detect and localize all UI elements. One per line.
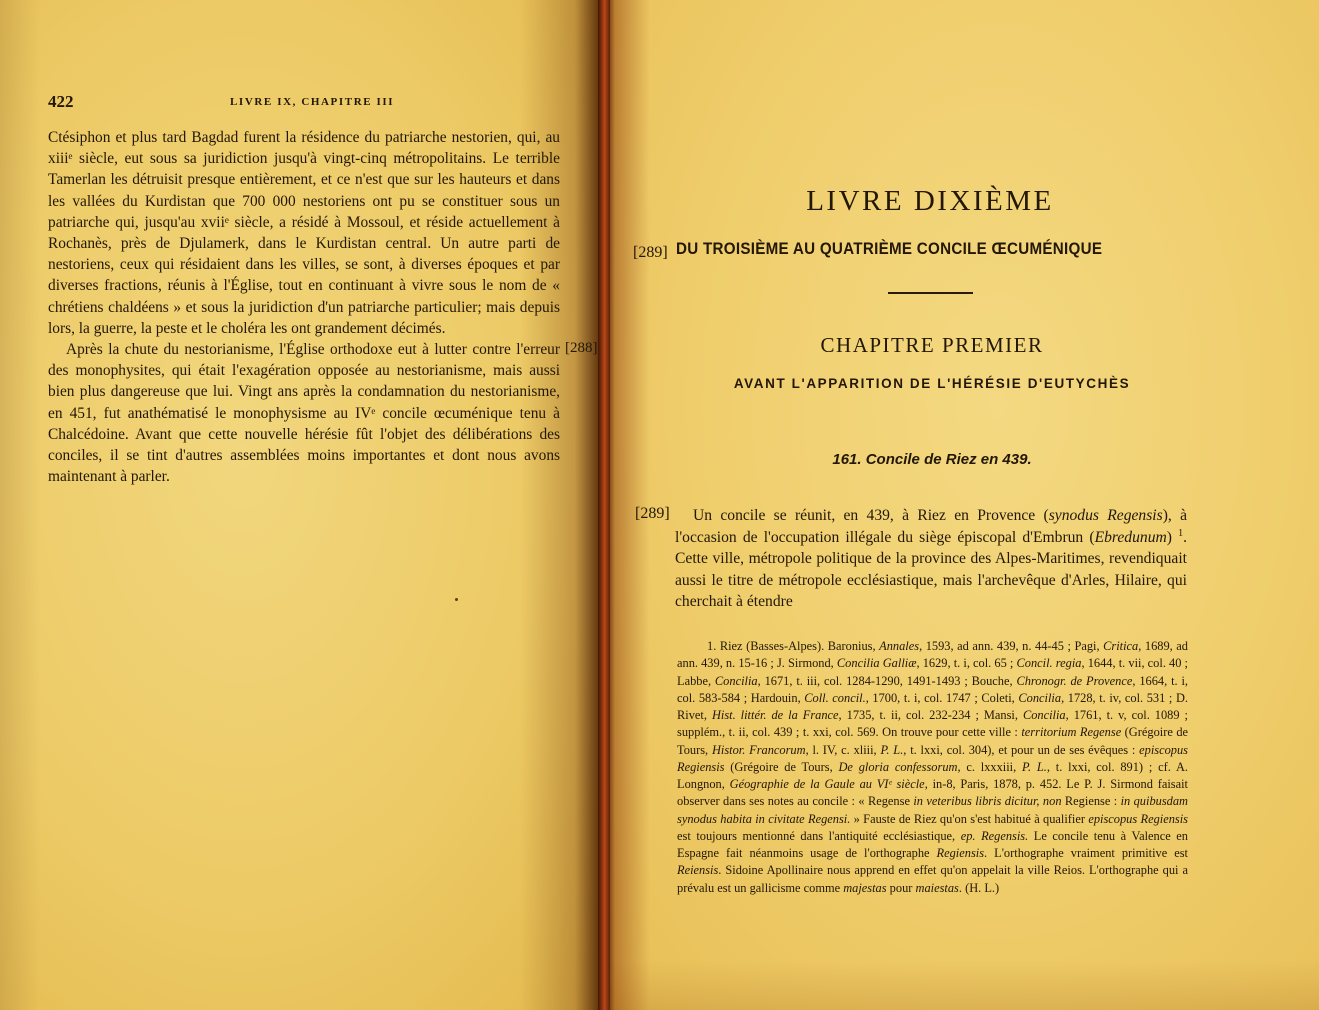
footnote-italic: De gloria confessorum — [838, 759, 958, 774]
footnote-italic: majestas — [843, 880, 887, 895]
footnote — [677, 638, 1188, 897]
footnote-italic: Coll. concil. — [804, 690, 866, 705]
footnote-italic: Concilia — [1022, 708, 1066, 722]
book-subtitle-row — [633, 240, 1223, 270]
footnote-italic: maiestas — [915, 880, 959, 895]
footnote-italic: Critica — [1103, 639, 1139, 653]
running-title: LIVRE IX, CHAPITRE III — [230, 96, 395, 108]
footnote-text: . Sidoine Apollinaire nous apprend en effet qu'on appelait la ville Reios. L'orthographe qui a prévalu est un gallicisme comme — [677, 863, 1188, 895]
chapter-title: CHAPITRE PREMIER — [820, 333, 1044, 357]
footnote-italic: episcopus Regiensis — [1088, 811, 1189, 826]
footnote-text: , 1735, t. ii, col. 232-234 ; Mansi, — [838, 708, 1023, 722]
footnote-text: pour — [886, 880, 916, 895]
footnote-italic: Concilia — [1018, 690, 1062, 705]
body-italic-term: synodus Regensis — [1048, 507, 1163, 524]
footnote-text: . L'orthographe vraiment primitive est — [984, 846, 1188, 860]
footnote-text: , 1664, t. i, col. 583-584 ; Hardouin, — [677, 673, 1189, 705]
body-italic-term: Ebredunum — [1094, 528, 1167, 546]
book-subtitle: DU TROISIÈME AU QUATRIÈME CONCILE ŒCUMÉNIQUE — [676, 240, 1103, 258]
footnote-text: » Fauste de Riez qu'on s'est habitué à qualifier — [850, 811, 1089, 826]
body-text-segment: Un concile se réunit, en 439, à Riez en Provence ( — [693, 507, 1049, 524]
footnote-marker: 1 — [1178, 527, 1184, 539]
footnote-text: Le concile tenu à Valence en Espagne fait néanmoins usage de l'orthographe — [677, 828, 1188, 860]
footnote-text: , in-8, Paris, 1878, p. 452. Le P. J. Sirmond faisait observer dans ses notes au concile : « Regense — [677, 777, 1188, 809]
footnote-text: , t. lxxi, col. 304), et pour un de ses évêques : — [903, 742, 1140, 757]
footnote-text: (Grégoire de Tours, — [677, 725, 1189, 757]
footnote-text: (Grégoire de Tours, — [724, 759, 839, 774]
footnote-italic: Regiensis — [936, 846, 985, 860]
footnote-italic: P. L. — [880, 742, 904, 757]
page-number: 422 — [48, 92, 74, 111]
footnote-italic: P. L. — [1022, 759, 1047, 774]
left-page — [0, 0, 605, 1010]
footnote-text: , 1728, t. iv, col. 531 ; D. Rivet, — [677, 690, 1188, 722]
section-heading: 161. Concile de Riez en 439. — [832, 451, 1032, 468]
footnote-italic: Géographie de la Gaule au VIᵉ siècle — [729, 777, 925, 791]
body-text-segment: ) — [1166, 528, 1179, 546]
margin-reference: [288] — [565, 340, 598, 356]
footnote-text: , c. lxxxiii, — [957, 759, 1023, 774]
right-page — [605, 0, 1319, 1010]
footnote-text: , 1761, t. v, col. 1089 ; supplém., t. ii, col. 439 ; t. xxi, col. 569. On trouve pour cette ville : — [677, 708, 1188, 740]
footnote-italic: Concil. regia — [1016, 656, 1082, 671]
footnote-text: , 1671, t. iii, col. 1284-1290, 1491-1493 ; Bouche, — [757, 673, 1017, 688]
body-text-segment: ), à l'occasion de l'occupation illégale du siège épiscopal d'Embrun ( — [675, 507, 1188, 546]
footnote-text: , 1689, ad ann. 439, n. 15-16 ; J. Sirmond, — [677, 639, 1189, 671]
title-rule — [888, 292, 973, 294]
footnote-text: , l. IV, c. xliii, — [805, 742, 881, 757]
body-margin-reference: [289] — [635, 505, 670, 522]
footnote-italic: Reiensis — [677, 863, 719, 878]
footnote-text: , 1644, t. vii, col. 40 ; Labbe, — [677, 656, 1189, 688]
footnote-text: , 1700, t. i, col. 1747 ; Coleti, — [865, 690, 1019, 705]
right-body-text — [675, 505, 1187, 613]
paper-speck — [455, 598, 458, 601]
chapter-subtitle: AVANT L'APPARITION DE L'HÉRÉSIE D'EUTYCHÈS — [733, 376, 1131, 391]
footnote-italic: Chronogr. de Provence — [1016, 673, 1133, 688]
body-text-segment: . Cette ville, métropole politique de la province des Alpes-Maritimes, revendiquait aussi le titre de métropole ecclésiastique, mais l'archevêque d'Arles, Hilaire, qui cherchait à étendre — [675, 528, 1188, 610]
book-title: LIVRE DIXIÈME — [806, 185, 1054, 217]
footnote-italic: ep. Regensis. — [960, 828, 1029, 843]
footnote-text: . (H. L.) — [958, 880, 1000, 895]
left-paragraph-2: Après la chute du nestorianisme, l'Église orthodoxe eut à lutter contre l'erreur des monophysites, qui était l'exagération opposée au nestorianisme, mais aussi bien plus dangereuse que lui. Vingt ans après la condamnation du nestorianisme, en 451, fut anathématisé le monophysisme au IVᵉ concile œcuménique tenu à Chalcédoine. Avant que cette nouvelle hérésie fût l'objet des délibérations des conciles, il se tint d'autres assemblées moins importantes et dont nous avons maintenant à parler. — [48, 341, 560, 486]
footnote-italic: Concilia — [714, 673, 758, 688]
footnote-italic: Hist. littér. de la France — [711, 708, 839, 722]
footnote-italic: territorium Regense — [1021, 725, 1122, 740]
footnote-italic: Annales — [879, 639, 920, 653]
left-paragraph-1: Ctésiphon et plus tard Bagdad furent la résidence du patriarche nestorien, qui, au xiiiᵉ siècle, eut sous sa juridiction jusqu'à vingt-cinq métropolitains. Le terrible Tamerlan les détruisit presque entièrement, et ce n'est que sur les hauteurs et dans les vallées du Kurdistan que 700 000 nestoriens ont pu se constituer sous un patriarche qui, jusqu'au xviiᵉ siècle, a résidé à Mossoul, et réside actuellement à Rochanès, près de Djulamerk, dans le Kurdistan central. Un autre parti de nestoriens, ceux qui résidaient dans les villes, se sont, à diverses époques et par diverses fractions, réunis à l'Église, tout en continuant à vivre sous le nom de « chrétiens chaldéens » et sous la juridiction d'un patriarche particulier; mais depuis lors, la guerre, la peste et le choléra les ont grandement décimés. — [48, 129, 560, 337]
running-head — [48, 92, 563, 114]
footnote-italic: episcopus Regiensis — [677, 742, 1188, 774]
footnote-italic: Histor. Francorum — [711, 742, 806, 757]
book-margin-reference: [289] — [633, 244, 668, 261]
footnote-italic: Concilia Galliæ — [836, 656, 917, 671]
footnote-text: est toujours mentionné dans l'antiquité ecclésiastique, — [677, 828, 961, 843]
footnote-text: , 1593, ad ann. 439, n. 44-45 ; Pagi, — [919, 639, 1104, 653]
footnote-italic: in quibusdam synodus habita in civitate Regensi. — [677, 794, 1188, 826]
footnote-text: , 1629, t. i, col. 65 ; — [916, 656, 1017, 671]
footnote-text: 1. Riez (Basses-Alpes). Baronius, — [707, 639, 880, 653]
left-body-text — [48, 127, 560, 487]
footnote-italic: in veteribus libris dicitur, non — [913, 794, 1062, 809]
footnote-text: Regiense : — [1061, 794, 1121, 809]
footnote-text: , t. lxxi, col. 891) ; cf. A. Longnon, — [677, 759, 1188, 791]
book-gutter — [598, 0, 610, 1010]
